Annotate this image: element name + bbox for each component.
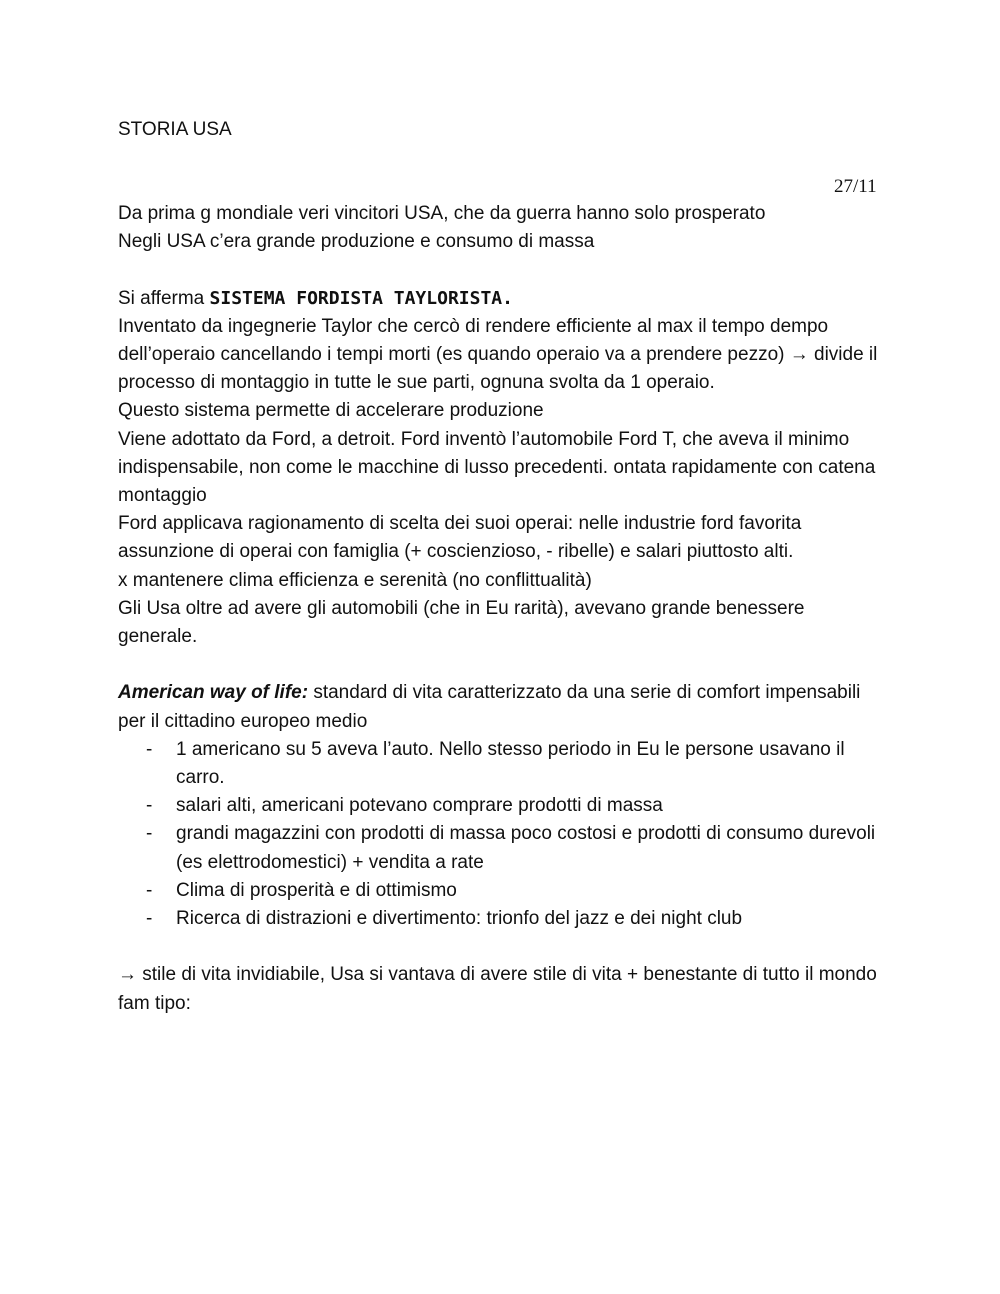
bullet-dash: -	[146, 879, 153, 901]
list-item-text: salari alti, americani potevano comprare prodotti di massa	[176, 795, 663, 817]
american-way-heading	[118, 679, 884, 735]
sistema-heading	[118, 285, 884, 313]
paragraph: fam tipo:	[118, 992, 191, 1014]
bullet-dash: -	[146, 795, 153, 817]
paragraph: → stile di vita invidiabile, Usa si vantava di avere stile di vita + benestante di tutto il mondo	[118, 964, 877, 986]
american-way-term: American way of life:	[118, 682, 309, 704]
document-title: STORIA USA	[118, 119, 232, 140]
paragraph: Inventato da ingegnerie Taylor che cercò di rendere efficiente al max il tempo dempo dell’operaio cancellando i tempi morti (es quando operaio va a prendere pezzo) → divide il processo di montaggio in tutte le sue parti, ognuna svolta da 1 operaio.	[118, 315, 878, 394]
list-item	[118, 877, 884, 905]
list-item-text: Ricerca di distrazioni e divertimento: trionfo del jazz e dei night club	[176, 908, 743, 930]
document-date: 27/11	[834, 176, 877, 197]
paragraph-gap	[118, 933, 884, 961]
list-item-text: 1 americano su 5 aveva l’auto. Nello stesso periodo in Eu le persone usavano il carro.	[176, 738, 845, 789]
bullet-dash: -	[146, 908, 153, 930]
paragraph: x mantenere clima efficienza e serenità (no conflittualità)	[118, 569, 592, 591]
list-item	[118, 736, 884, 792]
list-item-text: Clima di prosperità e di ottimismo	[176, 879, 457, 901]
bullet-list	[118, 736, 884, 933]
paragraph: Viene adottato da Ford, a detroit. Ford inventò l’automobile Ford T, che aveva il minimo indispensabile, non come le macchine di lusso precedenti. ontata rapidamente con catena montaggio	[118, 428, 876, 507]
paragraph-gap	[118, 651, 884, 679]
bullet-dash: -	[146, 738, 153, 760]
sistema-prefix: Si afferma	[118, 287, 210, 309]
list-item	[118, 792, 884, 820]
paragraph: Negli USA c’era grande produzione e consumo di massa	[118, 231, 595, 253]
sistema-bold-term: SISTEMA FORDISTA TAYLORISTA.	[209, 287, 513, 309]
american-way-definition: standard di vita caratterizzato da una serie di comfort impensabili per il cittadino europeo medio	[118, 682, 861, 732]
paragraph: Gli Usa oltre ad avere gli automobili (che in Eu rarità), avevano grande benessere generale.	[118, 597, 805, 648]
list-item	[118, 905, 884, 933]
document-body	[118, 200, 884, 1018]
list-item-text: grandi magazzini con prodotti di massa poco costosi e prodotti di consumo durevoli (es elettrodomestici) + vendita a rate	[176, 823, 876, 873]
paragraph: Questo sistema permette di accelerare produzione	[118, 400, 544, 422]
paragraph: Ford applicava ragionamento di scelta dei suoi operai: nelle industrie ford favorita assunzione di operai con famiglia (+ coscienzioso, - ribelle) e salari piuttosto alti.	[118, 513, 802, 563]
paragraph-gap	[118, 256, 884, 284]
list-item	[118, 820, 884, 876]
bullet-dash: -	[146, 823, 153, 845]
paragraph: Da prima g mondiale veri vincitori USA, che da guerra hanno solo prosperato	[118, 203, 766, 224]
